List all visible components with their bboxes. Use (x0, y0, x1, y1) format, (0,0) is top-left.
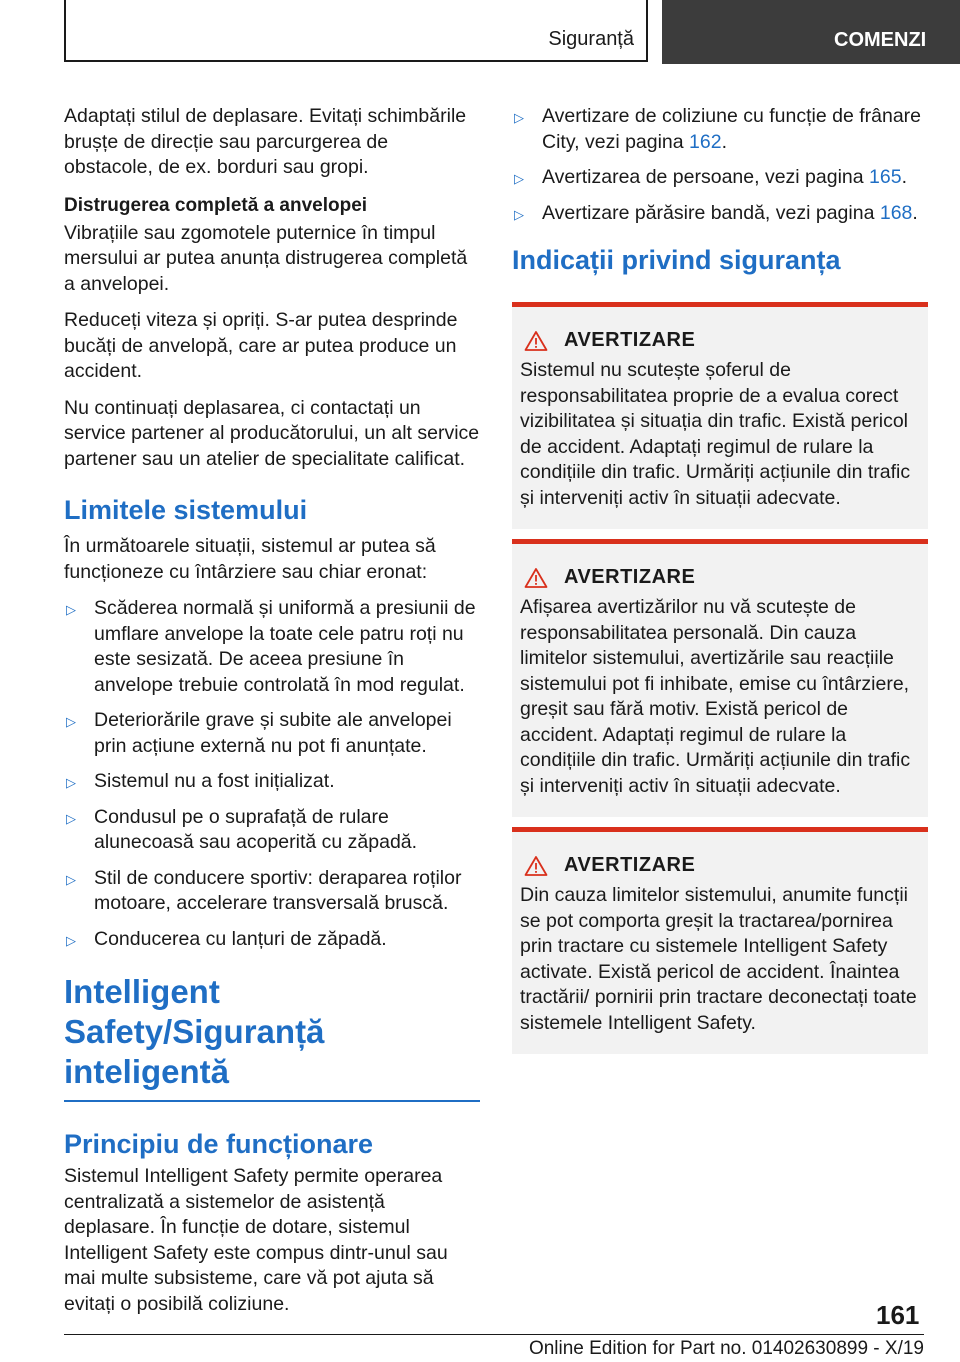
list-item-text: Sistemul nu a fost inițializat. (94, 770, 335, 792)
list-item-text: Avertizare părăsire bandă, vezi pagina (542, 201, 880, 224)
paragraph: Reduceți viteza și opriți. S-ar putea desprinde bucăți de anvelopă, care ar putea produce un accident. (64, 309, 458, 382)
paragraph: Nu continuați deplasarea, ci contactați un service partener al producătorului, un alt service partener sau un atelier de specialitate calificat. (64, 396, 480, 470)
warning-header (520, 329, 920, 352)
triangle-bullet-icon: ▷ (66, 775, 76, 790)
punctuation: . (912, 201, 918, 224)
limits-list (64, 596, 480, 952)
warning-text: Din cauza limitelor sistemului, anumite funcții se pot comporta greșit la tractarea/pornirea prin tractare cu sistemele Intelligent Safety activate. Există pericol de accident. Înaintea tractării/ pornirii prin tractare deconectați toate sistemele Intelligent Safety. (520, 884, 917, 1034)
warning-box (512, 539, 928, 817)
header-section-title: Siguranță (548, 28, 634, 50)
subheading-tire-destruction: Distrugerea completă a anvelopei (64, 194, 368, 216)
warning-triangle-icon (524, 330, 548, 352)
triangle-bullet-icon: ▷ (66, 871, 76, 887)
list-item (64, 805, 480, 856)
warning-title: AVERTIZARE (564, 566, 696, 588)
warning-title: AVERTIZARE (564, 854, 696, 876)
triangle-bullet-icon: ▷ (66, 714, 76, 729)
paragraph: În următoarele situații, sistemul ar putea să funcționeze cu întârziere sau chiar eronat: (64, 535, 436, 583)
list-item (64, 769, 480, 795)
warning-box (512, 302, 928, 529)
left-column (64, 104, 480, 1328)
warning-triangle-icon (524, 567, 548, 589)
warning-header (520, 854, 920, 877)
paragraph: Vibrațiile sau zgomotele puternice în timpul mersului ar putea anunța distrugerea completă a anvelopei. (64, 221, 468, 295)
heading-intelligent-safety: Intelligent Safety/Siguranță inteligentă (64, 972, 480, 1102)
heading-operating-principle: Principiu de funcționare (64, 1129, 374, 1159)
page-link[interactable]: 162 (689, 130, 722, 153)
punctuation: . (901, 166, 907, 188)
header-chapter-tab[interactable]: COMENZI (662, 0, 960, 64)
punctuation: . (721, 130, 728, 153)
footer-divider (64, 1334, 924, 1335)
warning-header (520, 566, 920, 589)
list-item-text: Scăderea normală și uniformă a presiunii de umflare anvelope la toate cele patru roți nu este sesizată. De aceea presiune în anvelope trebuie controlată în mod regulat. (94, 597, 476, 696)
warning-triangle-icon (524, 855, 548, 877)
list-item-text: Avertizare de coliziune cu funcție de frânare City, vezi pagina (542, 105, 922, 153)
list-item-text: Condusul pe o suprafață de rulare alunecoasă sau acoperită cu zăpadă. (94, 805, 418, 853)
triangle-bullet-icon: ▷ (514, 171, 524, 186)
list-item (512, 104, 928, 155)
page-number: 161 (876, 1300, 920, 1330)
triangle-bullet-icon: ▷ (66, 810, 76, 826)
list-item-text: Conducerea cu lanțuri de zăpadă. (94, 927, 387, 950)
list-item (64, 708, 480, 759)
list-item (512, 165, 928, 191)
list-item (64, 596, 480, 698)
triangle-bullet-icon: ▷ (66, 932, 76, 948)
list-item (64, 927, 480, 953)
paragraph: Sistemul Intelligent Safety permite operarea centralizată a sistemelor de asistență deplasare. În funcție de dotare, sistemul Intelligent Safety este compus dintr-unul sau mai multe subsisteme, care vă pot ajuta să evitați o posibilă coliziune. (64, 1165, 448, 1315)
list-item-text: Deteriorările grave și subite ale anvelopei prin acțiune externă nu pot fi anunțate. (94, 709, 452, 757)
warning-title: AVERTIZARE (564, 329, 696, 351)
right-column (512, 104, 928, 1064)
footer-edition-text: Online Edition for Part no. 01402630899 - X/19 (528, 1338, 924, 1359)
page-link[interactable]: 165 (869, 166, 902, 188)
triangle-bullet-icon: ▷ (66, 602, 76, 617)
warning-text: Afișarea avertizărilor nu vă scutește de responsabilitatea personală. Din cauza limitelor sistemului, avertizările sau reacțiile sistemului pot fi inhibate, emise cu întârziere, greșit sau fără motiv. Există pericol de accident. Adaptați regimul de rulare la condițiile din trafic. Urmăriți acțiunile din trafic și interveniți activ în situații adecvate. (520, 596, 911, 797)
triangle-bullet-icon: ▷ (514, 206, 524, 222)
paragraph: Adaptați stilul de deplasare. Evitați schimbările brușțe de direcție sau parcurgerea de obstacole, de ex. borduri sau gropi. (64, 105, 467, 178)
triangle-bullet-icon: ▷ (514, 110, 524, 125)
warning-box (512, 827, 928, 1054)
heading-safety-notes: Indicații privind siguranța (512, 245, 841, 275)
heading-system-limits: Limitele sistemului (64, 495, 308, 525)
list-item-text: Stil de conducere sportiv: deraparea roților motoare, accelerare transversală bruscă. (94, 866, 462, 914)
subsystems-list (512, 104, 928, 226)
list-item (512, 201, 928, 227)
list-item (64, 866, 480, 917)
page-link[interactable]: 168 (879, 201, 913, 224)
list-item-text: Avertizarea de persoane, vezi pagina (542, 166, 870, 188)
warning-text: Sistemul nu scutește șoferul de responsabilitatea proprie de a evalua corect vizibilitatea și situația din trafic. Există pericol de accident. Adaptați regimul de rulare la condițiile din trafic. Urmăriți acțiunile din trafic și interveniți activ în situații adecvate. (520, 359, 911, 509)
